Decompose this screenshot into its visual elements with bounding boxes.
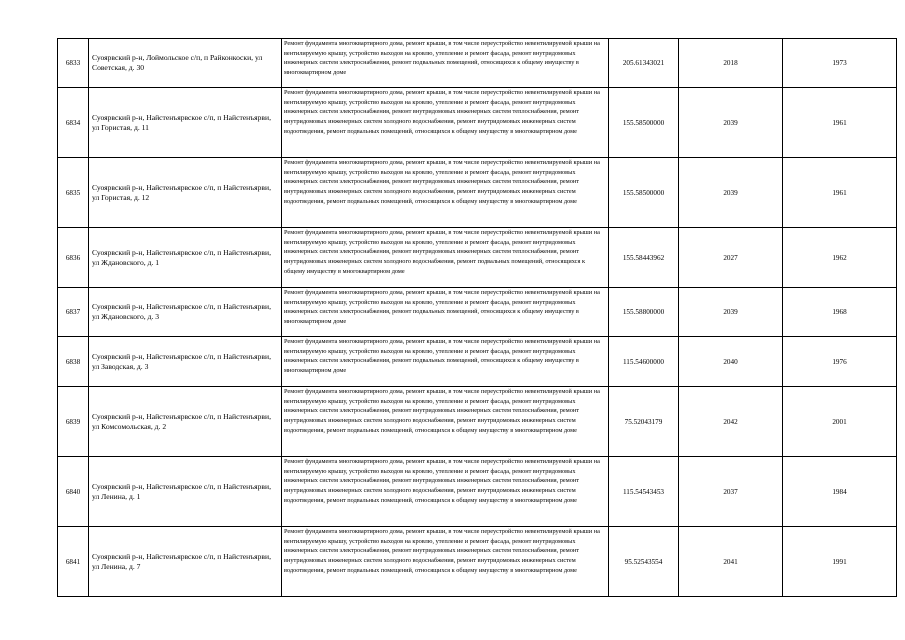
capital-repair-table xyxy=(57,38,897,597)
planned-year-cell: 2039 xyxy=(679,88,783,158)
planned-year-cell: 2027 xyxy=(679,228,783,288)
works-list-cell: Ремонт фундамента многоквартирного дома, ремонт крыши, в том числе переустройство невентилируемой крыши на вентилируемую крышу, устройство выходов на кровлю, утепление и ремонт фасада, ремонт внутридомовых инженерных систем электроснабжения, ремонт внутридомовых инженерных систем теплоснабжения, ремонт внутридомовых инженерных систем холодного водоснабжения, ремонт внутридомовых инженерных систем водоотведения, ремонт подвальных помещений, относящихся к общему имуществу в многоквартирном доме xyxy=(282,158,609,228)
cost-cell: 155.58800000 xyxy=(609,288,679,337)
table-row xyxy=(58,288,897,337)
table-row xyxy=(58,88,897,158)
address-cell: Суоярвский р-н, Найстенъярвское с/п, п Найстенъярви, ул Ждановского, д. 1 xyxy=(89,228,282,288)
cost-cell: 205.61343021 xyxy=(609,39,679,88)
works-list-cell: Ремонт фундамента многоквартирного дома, ремонт крыши, в том числе переустройство невентилируемой крыши на вентилируемую крышу, устройство выходов на кровлю, утепление и ремонт фасада, ремонт внутридомовых инженерных систем электроснабжения, ремонт внутридомовых инженерных систем теплоснабжения, ремонт внутридомовых инженерных систем холодного водоснабжения, ремонт внутридомовых инженерных систем водоотведения, ремонт подвальных помещений, относящихся к общему имуществу в многоквартирном доме xyxy=(282,527,609,597)
row-number-cell: 6841 xyxy=(58,527,89,597)
works-list-cell: Ремонт фундамента многоквартирного дома, ремонт крыши, в том числе переустройство невентилируемой крыши на вентилируемую крышу, устройство выходов на кровлю, утепление и ремонт фасада, ремонт внутридомовых инженерных систем электроснабжения, ремонт подвальных помещений, относящихся к общему имуществу в многоквартирном доме xyxy=(282,288,609,337)
cost-cell: 155.58500000 xyxy=(609,158,679,228)
planned-year-cell: 2041 xyxy=(679,527,783,597)
address-cell: Суоярвский р-н, Найстенъярвское с/п, п Найстенъярви, ул Гористая, д. 11 xyxy=(89,88,282,158)
address-cell: Суоярвский р-н, Найстенъярвское с/п, п Найстенъярви, ул Заводская, д. 3 xyxy=(89,337,282,387)
works-list-cell: Ремонт фундамента многоквартирного дома, ремонт крыши, в том числе переустройство невентилируемой крыши на вентилируемую крышу, устройство выходов на кровлю, утепление и ремонт фасада, ремонт внутридомовых инженерных систем электроснабжения, ремонт подвальных помещений, относящихся к общему имуществу в многоквартирном доме xyxy=(282,337,609,387)
works-list-cell: Ремонт фундамента многоквартирного дома, ремонт крыши, в том числе переустройство невентилируемой крыши на вентилируемую крышу, устройство выходов на кровлю, утепление и ремонт фасада, ремонт внутридомовых инженерных систем электроснабжения, ремонт внутридомовых инженерных систем теплоснабжения, ремонт внутридомовых инженерных систем холодного водоснабжения, ремонт внутридомовых инженерных систем водоотведения, ремонт подвальных помещений, относящихся к общему имуществу в многоквартирном доме xyxy=(282,88,609,158)
planned-year-cell: 2040 xyxy=(679,337,783,387)
build-year-cell: 1991 xyxy=(783,527,897,597)
build-year-cell: 2001 xyxy=(783,387,897,457)
table-row xyxy=(58,39,897,88)
row-number-cell: 6836 xyxy=(58,228,89,288)
planned-year-cell: 2037 xyxy=(679,457,783,527)
planned-year-cell: 2042 xyxy=(679,387,783,457)
address-cell: Суоярвский р-н, Найстенъярвское с/п, п Найстенъярви, ул Ленина, д. 1 xyxy=(89,457,282,527)
build-year-cell: 1973 xyxy=(783,39,897,88)
cost-cell: 115.54543453 xyxy=(609,457,679,527)
cost-cell: 155.58443962 xyxy=(609,228,679,288)
build-year-cell: 1961 xyxy=(783,88,897,158)
row-number-cell: 6837 xyxy=(58,288,89,337)
row-number-cell: 6838 xyxy=(58,337,89,387)
row-number-cell: 6840 xyxy=(58,457,89,527)
works-list-cell: Ремонт фундамента многоквартирного дома, ремонт крыши, в том числе переустройство невентилируемой крыши на вентилируемую крышу, устройство выходов на кровлю, утепление и ремонт фасада, ремонт внутридомовых инженерных систем электроснабжения, ремонт внутридомовых инженерных систем теплоснабжения, ремонт внутридомовых инженерных систем холодного водоснабжения, ремонт подвальных помещений, относящихся к общему имуществу в многоквартирном доме xyxy=(282,228,609,288)
address-cell: Суоярвский р-н, Найстенъярвское с/п, п Найстенъярви, ул Ленина, д. 7 xyxy=(89,527,282,597)
planned-year-cell: 2039 xyxy=(679,288,783,337)
address-cell: Суоярвский р-н, Найстенъярвское с/п, п Найстенъярви, ул Комсомольская, д. 2 xyxy=(89,387,282,457)
table-body xyxy=(58,39,897,597)
build-year-cell: 1961 xyxy=(783,158,897,228)
table-row xyxy=(58,527,897,597)
cost-cell: 75.52043179 xyxy=(609,387,679,457)
address-cell: Суоярвский р-н, Найстенъярвское с/п, п Найстенъярви, ул Ждановского, д. 3 xyxy=(89,288,282,337)
build-year-cell: 1976 xyxy=(783,337,897,387)
table-row xyxy=(58,387,897,457)
table-row xyxy=(58,337,897,387)
works-list-cell: Ремонт фундамента многоквартирного дома, ремонт крыши, в том числе переустройство невентилируемой крыши на вентилируемую крышу, устройство выходов на кровлю, утепление и ремонт фасада, ремонт внутридомовых инженерных систем электроснабжения, ремонт внутридомовых инженерных систем теплоснабжения, ремонт внутридомовых инженерных систем холодного водоснабжения, ремонт внутридомовых инженерных систем водоотведения, ремонт подвальных помещений, относящихся к общему имуществу в многоквартирном доме xyxy=(282,457,609,527)
planned-year-cell: 2018 xyxy=(679,39,783,88)
cost-cell: 115.54600000 xyxy=(609,337,679,387)
works-list-cell: Ремонт фундамента многоквартирного дома, ремонт крыши, в том числе переустройство невентилируемой крыши на вентилируемую крышу, устройство выходов на кровлю, утепление и ремонт фасада, ремонт внутридомовых инженерных систем электроснабжения, ремонт подвальных помещений, относящихся к общему имуществу в многоквартирном доме xyxy=(282,39,609,88)
cost-cell: 95.52543554 xyxy=(609,527,679,597)
cost-cell: 155.58500000 xyxy=(609,88,679,158)
works-list-cell: Ремонт фундамента многоквартирного дома, ремонт крыши, в том числе переустройство невентилируемой крыши на вентилируемую крышу, устройство выходов на кровлю, утепление и ремонт фасада, ремонт внутридомовых инженерных систем электроснабжения, ремонт внутридомовых инженерных систем теплоснабжения, ремонт внутридомовых инженерных систем холодного водоснабжения, ремонт внутридомовых инженерных систем водоотведения, ремонт подвальных помещений, относящихся к общему имуществу в многоквартирном доме xyxy=(282,387,609,457)
row-number-cell: 6834 xyxy=(58,88,89,158)
row-number-cell: 6839 xyxy=(58,387,89,457)
table-row xyxy=(58,457,897,527)
row-number-cell: 6833 xyxy=(58,39,89,88)
planned-year-cell: 2039 xyxy=(679,158,783,228)
address-cell: Суоярвский р-н, Найстенъярвское с/п, п Найстенъярви, ул Гористая, д. 12 xyxy=(89,158,282,228)
build-year-cell: 1962 xyxy=(783,228,897,288)
address-cell: Суоярвский р-н, Лоймольское с/п, п Райконкоски, ул Советская, д. 30 xyxy=(89,39,282,88)
build-year-cell: 1984 xyxy=(783,457,897,527)
table-row xyxy=(58,228,897,288)
table-row xyxy=(58,158,897,228)
row-number-cell: 6835 xyxy=(58,158,89,228)
build-year-cell: 1968 xyxy=(783,288,897,337)
